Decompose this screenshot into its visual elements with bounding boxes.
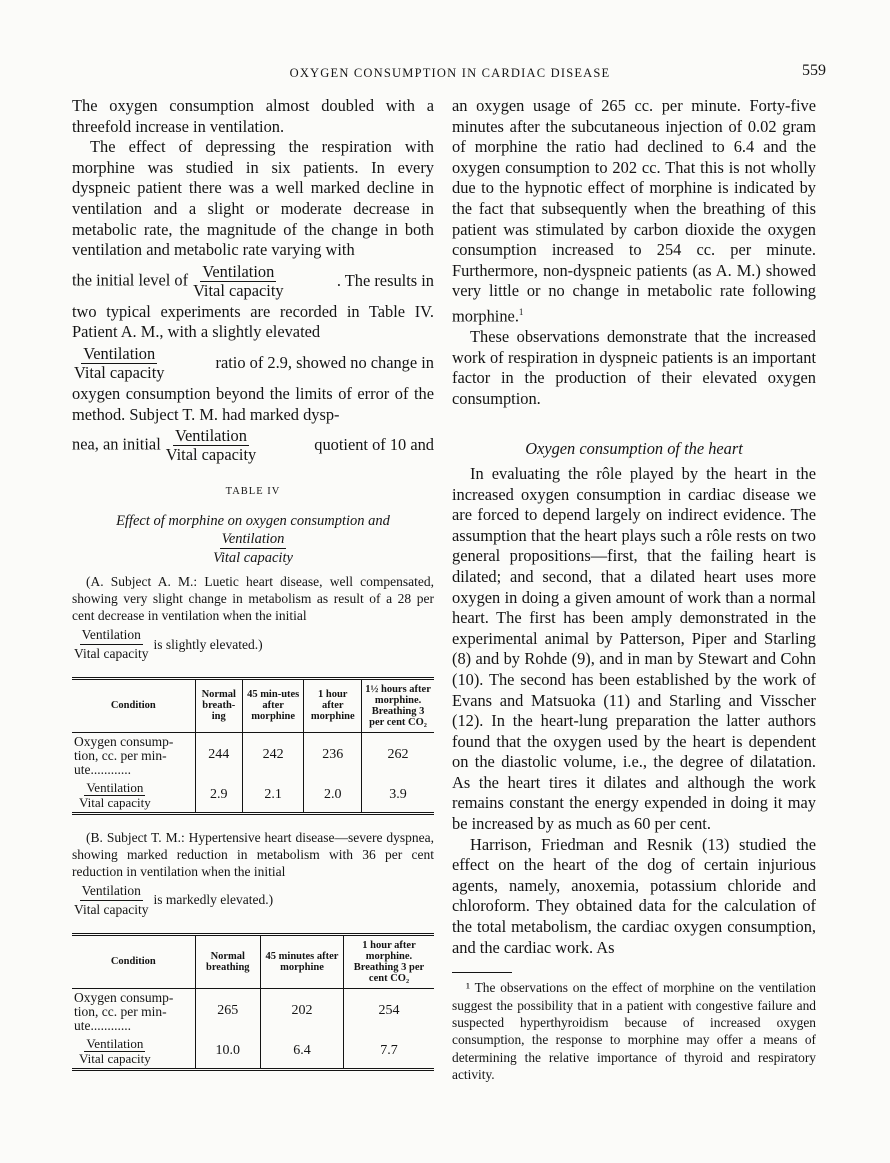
table-header-row	[72, 678, 434, 732]
footnote: ¹ The observations on the effect of morphine on the ventilation suggest the possibility that in a patient with congestive failure and suspected hyperthyroidism because of increased oxygen consumption, the response to morphine may offer a means of determining the relative importance of thyroid and respiratory activity.	[452, 980, 816, 1083]
table-cell: 242	[242, 732, 303, 779]
row-label: $\frac{\text{Ventilation}}{\text{Vital capacity}}$	[72, 1035, 195, 1070]
table-row	[72, 1035, 434, 1070]
page-number: 559	[802, 62, 826, 79]
row-label: Oxygen consump-tion, cc. per min-ute............	[72, 732, 195, 779]
running-title: OXYGEN CONSUMPTION IN CARDIAC DISEASE	[289, 66, 611, 80]
table-cell: 254	[378, 1003, 400, 1019]
paragraph: These observations demonstrate that the increased work of respiration in dyspneic patients is an important factor in the production of their elevated oxygen consumption.	[452, 327, 816, 408]
running-header	[70, 64, 830, 86]
table-a	[72, 677, 434, 815]
ventilation-fraction: $\frac{\text{Ventilation}}{\text{Vital capacity}}$	[213, 530, 293, 566]
column-header: Normal breath-ing	[195, 678, 242, 732]
column-header: 45 min-utes after morphine	[242, 678, 303, 732]
table-cell: 6.4	[260, 1035, 343, 1070]
fraction-line: $\frac{\text{Ventilation}}{\text{Vital capacity}}$ is markedly elevated.)	[74, 882, 274, 917]
paragraph: In evaluating the rôle played by the heart in the increased oxygen consumption in cardiac disease we are forced to depend largely on indirect evidence. The assumption that the heart plays such a rôle rests on two general propositions—first, that the failing heart is dilated; and second, that a dilated heart uses more oxygen in doing a given amount of work than a normal heart. The first has been amply demonstrated in the experimental animal by Patterson, Piper and Starling (8) and by Rohde (9), and in man by Stewart and Cohn (10). The second has been established by the work of Evans and Matsuoka (11) and Starling and Visscher (12). In the heart-lung preparation the latter authors found that the oxygen used by the heart is dependent on the diastolic volume, i.e., the degree of dilatation. As the heart tires it dilates and although the work remains constant the energy expended in doing it may be increased by as much as 60 per cent.	[452, 463, 816, 834]
table-note-a: (A. Subject A. M.: Luetic heart disease, well compensated, showing very slight change in metabolism as result of a 28 per cent decrease in ventilation when the initial	[72, 573, 434, 623]
paragraph: Harrison, Friedman and Resnik (13) studied the effect on the heart of the dog of certain injurious agents, namely, anoxemia, potassium chloride and chloroform. They obtained data for the calculation of the total metabolism, the cardiac oxygen consumption, and the cardiac work. As	[452, 834, 816, 957]
row-label: $\frac{\text{Ventilation}}{\text{Vital capacity}}$	[72, 779, 195, 814]
table-label: TABLE IV	[225, 486, 281, 498]
fraction-line: $\frac{\text{Ventilation}}{\text{Vital capacity}}$ ratio of 2.9, showed no change in	[74, 343, 434, 382]
table-cell: 236	[304, 732, 362, 779]
fraction-line: nea, an initial $\frac{\text{Ventilation}}{\text{Vital capacity}}$ quotient of 10 and	[72, 426, 434, 465]
row-label: Oxygen consump-tion, cc. per min-ute............	[72, 988, 195, 1035]
table-cell: 202	[260, 988, 343, 1035]
ventilation-fraction: $\frac{\text{Ventilation}}{\text{Vital capacity}}$	[165, 426, 257, 465]
table-cell: 10.0	[195, 1035, 260, 1070]
left-column	[72, 96, 434, 1071]
table-row	[72, 988, 434, 1035]
table-note-b: (B. Subject T. M.: Hypertensive heart disease—severe dyspnea, showing marked reduction in metabolism with 36 per cent reduction in ventilation when the initial	[72, 829, 434, 879]
paragraph: an oxygen usage of 265 cc. per minute. Forty-five minutes after the subcutaneous injection of 0.02 gram of morphine the ratio had declined to 6.4 and the oxygen consumption to 202 cc. That this is not wholly due to the hypnotic effect of morphine is indicated by the fact that subsequently when the breathing of this patient was stimulated by carbon dioxide the oxygen consumption increased to 254 cc. per minute. Furthermore, non-dyspneic patients (as A. M.) showed very little or no change in metabolic rate following morphine.$^1$	[452, 96, 816, 326]
footnote-marker: 1	[518, 306, 524, 317]
column-header: Condition	[72, 678, 195, 732]
paragraph: oxygen consumption beyond the limits of error of the method. Subject T. M. had marked dysp-	[72, 383, 434, 424]
footnote-rule	[452, 972, 512, 973]
fraction-line: $\frac{\text{Ventilation}}{\text{Vital capacity}}$ is slightly elevated.)	[74, 626, 263, 661]
right-column	[452, 96, 816, 1084]
ventilation-fraction: $\frac{\text{Ventilation}}{\text{Vital capacity}}$	[74, 882, 149, 917]
paragraph: The oxygen consumption almost doubled with a threefold increase in ventilation.	[72, 96, 434, 136]
table-cell: 3.9	[362, 779, 434, 814]
paragraph: The effect of depressing the respiration with morphine was studied in six patients. In every dyspneic patient there was a well marked decline in ventilation and a slight or moderate decrease in metabolic rate, the magnitude of the change in both ventilation and metabolic rate varying with	[72, 137, 434, 260]
table-row	[72, 732, 434, 779]
table-caption: Effect of morphine on oxygen consumption and $\frac{\text{Ventilation}}{\text{Vital capacity}}$	[116, 512, 390, 566]
fraction-line: the initial level of $\frac{\text{Ventilation}}{\text{Vital capacity}}$ . The results in	[72, 261, 434, 300]
section-heading: Oxygen consumption of the heart	[525, 439, 743, 459]
column-header: 1 hour after morphine. Breathing 3 per cent CO₂	[344, 934, 435, 988]
table-cell: 2.1	[242, 779, 303, 814]
paragraph: two typical experiments are recorded in Table IV. Patient A. M., with a slightly elevated	[72, 301, 434, 342]
table-b	[72, 933, 434, 1071]
table-cell: 244	[195, 732, 242, 779]
ventilation-fraction: $\frac{\text{Ventilation}}{\text{Vital capacity}}$	[193, 261, 284, 300]
ventilation-fraction: $\frac{\text{Ventilation}}{\text{Vital capacity}}$	[74, 626, 149, 661]
ventilation-fraction: $\frac{\text{Ventilation}}{\text{Vital capacity}}$	[74, 343, 165, 382]
table-cell: 262	[387, 747, 409, 763]
column-header: Condition	[72, 934, 195, 988]
table-cell: 2.0	[304, 779, 362, 814]
column-header: 1 hour after morphine	[304, 678, 362, 732]
column-header: Normal breathing	[195, 934, 260, 988]
column-header: 1½ hours after morphine. Breathing 3 per cent CO₂	[362, 678, 434, 732]
table-row	[72, 779, 434, 814]
table-header-row	[72, 934, 434, 988]
table-cell: 2.9	[195, 779, 242, 814]
table-cell: 7.7	[344, 1035, 435, 1070]
table-cell: 265	[195, 988, 260, 1035]
column-header: 45 minutes after morphine	[260, 934, 343, 988]
